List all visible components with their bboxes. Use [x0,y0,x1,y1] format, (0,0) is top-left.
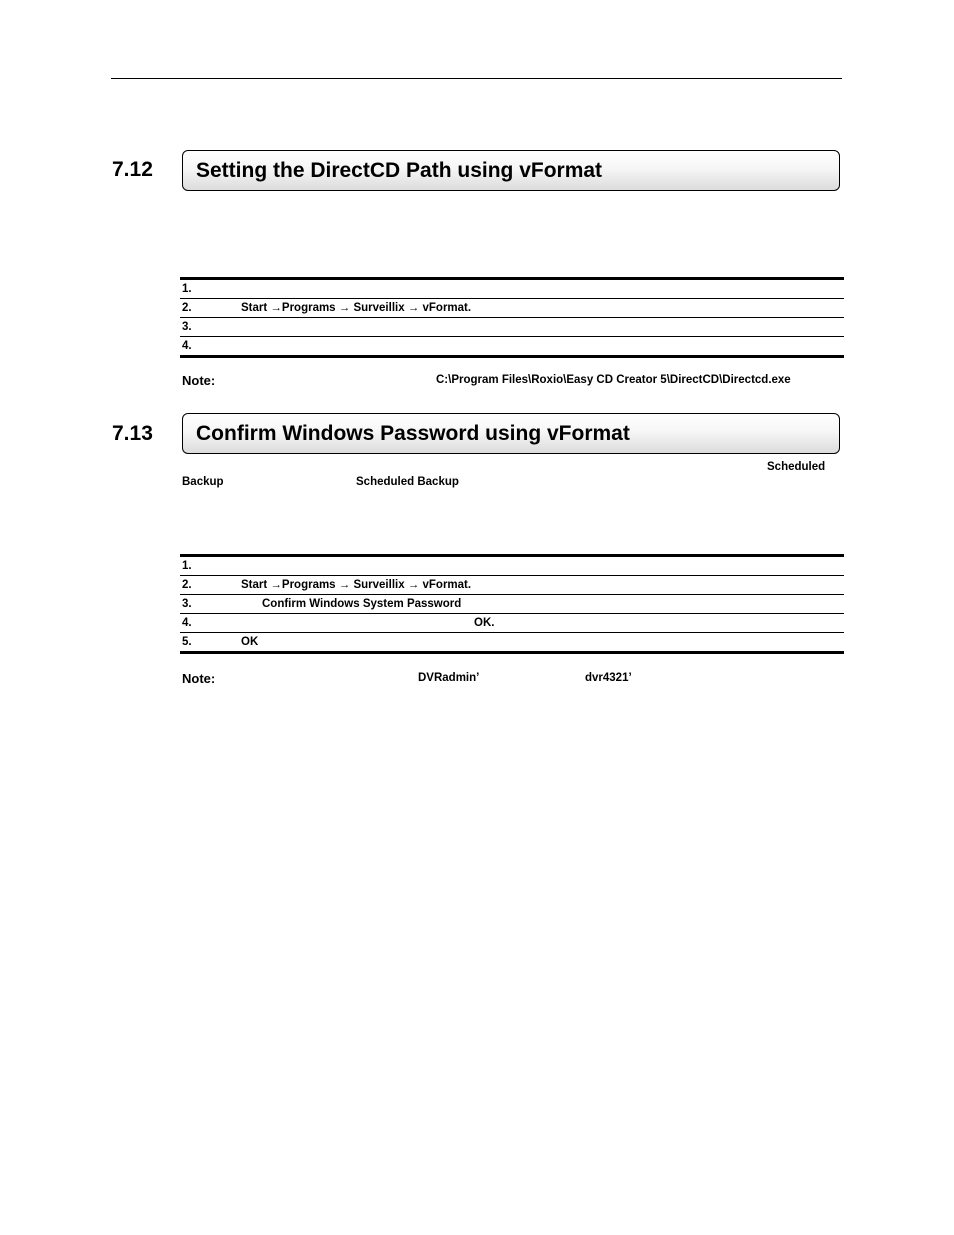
step-number: 2. [182,579,192,591]
intro-scheduled-backup: Scheduled Backup [356,476,459,488]
step-text: OK [241,636,259,648]
section-number-7-12: 7.12 [112,158,153,181]
note-label-7-12: Note: [182,373,216,388]
header-rule [111,78,842,79]
section-title-7-13: Confirm Windows Password using vFormat [196,422,630,445]
intro-backup: Backup [182,476,224,488]
section-heading-box-7-13 [182,413,840,454]
table-row [180,595,844,614]
steps-table-7-13 [180,554,844,654]
step-number: 3. [182,321,192,333]
step-text: Start →Programs → Surveillix → vFormat. [241,579,472,591]
note-username: DVRadmin’ [418,672,480,684]
step-number: 4. [182,617,192,629]
step-text: Confirm Windows System Password [262,598,462,610]
table-row [180,557,844,576]
note-password: dvr4321’ [585,672,632,684]
step-number: 1. [182,283,192,295]
section-heading-box-7-12 [182,150,840,191]
steps-table-7-12 [180,277,844,358]
step-number: 5. [182,636,192,648]
section-number-7-13: 7.13 [112,422,153,445]
table-row [180,614,844,633]
note-label-7-13: Note: [182,671,216,686]
intro-scheduled: Scheduled [767,461,826,473]
table-row [180,337,844,355]
step-number: 1. [182,560,192,572]
step-number: 3. [182,598,192,610]
step-number: 4. [182,340,192,352]
step-text: Start →Programs → Surveillix → vFormat. [241,302,472,314]
table-row [180,576,844,595]
table-row [180,318,844,337]
table-row [180,633,844,651]
step-number: 2. [182,302,192,314]
section-title-7-12: Setting the DirectCD Path using vFormat [196,159,603,182]
note-path-7-12: C:\Program Files\Roxio\Easy CD Creator 5\DirectCD\Directcd.exe [436,374,791,386]
step-text: OK. [474,617,495,629]
table-row [180,299,844,318]
table-row [180,280,844,299]
